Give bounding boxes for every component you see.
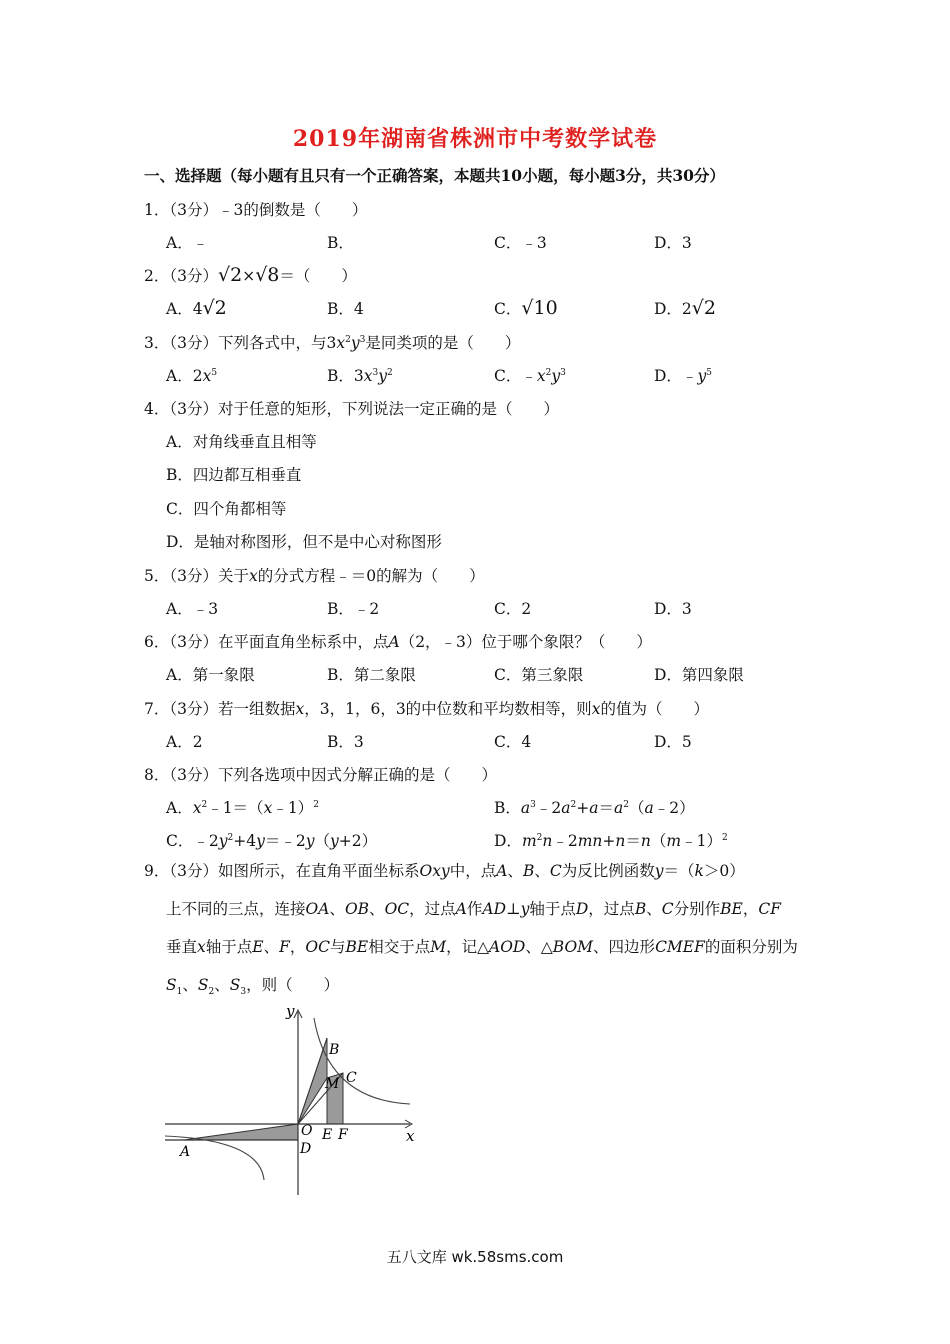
question-2-prefix: 2．（3分） bbox=[144, 267, 218, 285]
option-c: C．四个角都相等 bbox=[166, 500, 287, 518]
label-c: C bbox=[346, 1070, 357, 1086]
question-2-options bbox=[166, 297, 866, 319]
option-d: D．5 bbox=[654, 733, 692, 751]
option-c: C．4 bbox=[494, 733, 532, 751]
option-c: C．√10 bbox=[494, 297, 558, 319]
option-c: C．第三象限 bbox=[494, 666, 584, 684]
label-x: x bbox=[406, 1127, 415, 1145]
option-a: A．4√2 bbox=[166, 297, 227, 319]
label-m: M bbox=[325, 1076, 340, 1092]
label-a: A bbox=[180, 1144, 191, 1160]
option-b: B．$a^3﹣2a^2+a=a^2(a﹣2)$ bbox=[494, 799, 695, 817]
question-5-options bbox=[166, 597, 866, 619]
option-d: D．2√2 bbox=[654, 297, 716, 319]
option-b: B．四边都互相垂直 bbox=[166, 466, 302, 484]
question-1-options bbox=[166, 231, 866, 253]
option-c: C．2 bbox=[494, 600, 532, 618]
option-d: D．3 bbox=[654, 600, 692, 618]
option-d: D．3 bbox=[654, 234, 692, 252]
page-title: 2019年湖南省株洲市中考数学试卷 bbox=[292, 126, 658, 152]
option-c: C．﹣3 bbox=[494, 234, 547, 252]
option-a: A．﹣ bbox=[166, 234, 209, 252]
question-7: 7．（3分）若一组数据x，3，1，6，3的中位数和平均数相等，则x的值为（ ） bbox=[144, 700, 709, 718]
question-1: 1．（3分）﹣3的倒数是（ ） bbox=[144, 201, 368, 219]
question-7-options bbox=[166, 730, 866, 752]
option-b: B．﹣2 bbox=[327, 600, 380, 618]
question-2: 2．（3分）√2×√8＝（ ） bbox=[144, 264, 357, 286]
option-d: D．第四象限 bbox=[654, 666, 744, 684]
option-b: B． bbox=[327, 234, 354, 252]
label-f: F bbox=[338, 1127, 348, 1143]
option-b: B．4 bbox=[327, 300, 364, 318]
option-d: D．$m^2n﹣2mn+n=n(m﹣1)^2$ bbox=[494, 832, 728, 850]
question-8-options-row1 bbox=[166, 796, 866, 818]
option-c: C．$﹣2y^2+4y=﹣2y(y+2)$ bbox=[166, 832, 378, 850]
option-d: D．是轴对称图形，但不是中心对称图形 bbox=[166, 533, 442, 551]
label-e: E bbox=[322, 1127, 333, 1143]
option-a: A．对角线垂直且相等 bbox=[166, 433, 317, 451]
option-c: C．$﹣x^2y^3$ bbox=[494, 367, 566, 385]
option-d: D．$﹣y^5$ bbox=[654, 367, 712, 385]
question-5: 5．（3分）关于x的分式方程﹣＝0的解为（ ） bbox=[144, 567, 485, 585]
question-6-options bbox=[166, 663, 866, 685]
question-8-options-row2 bbox=[166, 829, 866, 851]
label-y: y bbox=[286, 1002, 295, 1020]
question-4: 4．（3分）对于任意的矩形，下列说法一定正确的是（ ） bbox=[144, 400, 559, 418]
option-b: B．3 bbox=[327, 733, 364, 751]
question-3-options bbox=[166, 364, 866, 386]
option-a: A．﹣3 bbox=[166, 600, 219, 618]
option-a: A．$2x^5$ bbox=[166, 367, 218, 385]
option-b: B．$3x^3y^2$ bbox=[327, 367, 393, 385]
footer-watermark: 五八文库 wk.58sms.com bbox=[386, 1248, 564, 1266]
question-2-suffix: ＝（ ） bbox=[279, 267, 357, 285]
question-8: 8．（3分）下列各选项中因式分解正确的是（ ） bbox=[144, 766, 497, 784]
section-heading: 一、选择题（每小题有且只有一个正确答案，本题共10小题，每小题3分，共30分） bbox=[144, 166, 725, 185]
question-3: 3．（3分）下列各式中，与$3x^2y^3$是同类项的是（ ） bbox=[144, 334, 521, 352]
option-a: A．第一象限 bbox=[166, 666, 255, 684]
question-9-figure bbox=[160, 1000, 420, 1200]
option-a: A．$x^2﹣1=(x﹣1)^2$ bbox=[166, 799, 319, 817]
label-b: B bbox=[329, 1042, 340, 1058]
label-d: D bbox=[300, 1141, 312, 1157]
triangle-aod bbox=[184, 1124, 298, 1140]
label-o: O bbox=[301, 1123, 313, 1139]
option-b: B．第二象限 bbox=[327, 666, 416, 684]
question-9: 9．（3分）如图所示，在直角平面坐标系Oxy中，点A、B、C为反比例函数y＝（k＞0） 上不同的三点，连接OA、OB、OC，过点A作AD⊥y轴于点D，过点B、C分别作BE，CF 垂直x轴于点E、F，OC与BE相交于点M，记△AOD、△BOM、四边形CMEF的面积分别为 $S_1$、$S_2$、$S_3$，则（ ） bbox=[144, 862, 798, 998]
question-6: 6．（3分）在平面直角坐标系中，点A（2，﹣3）位于哪个象限？（ ） bbox=[144, 633, 652, 651]
option-a: A．2 bbox=[166, 733, 203, 751]
